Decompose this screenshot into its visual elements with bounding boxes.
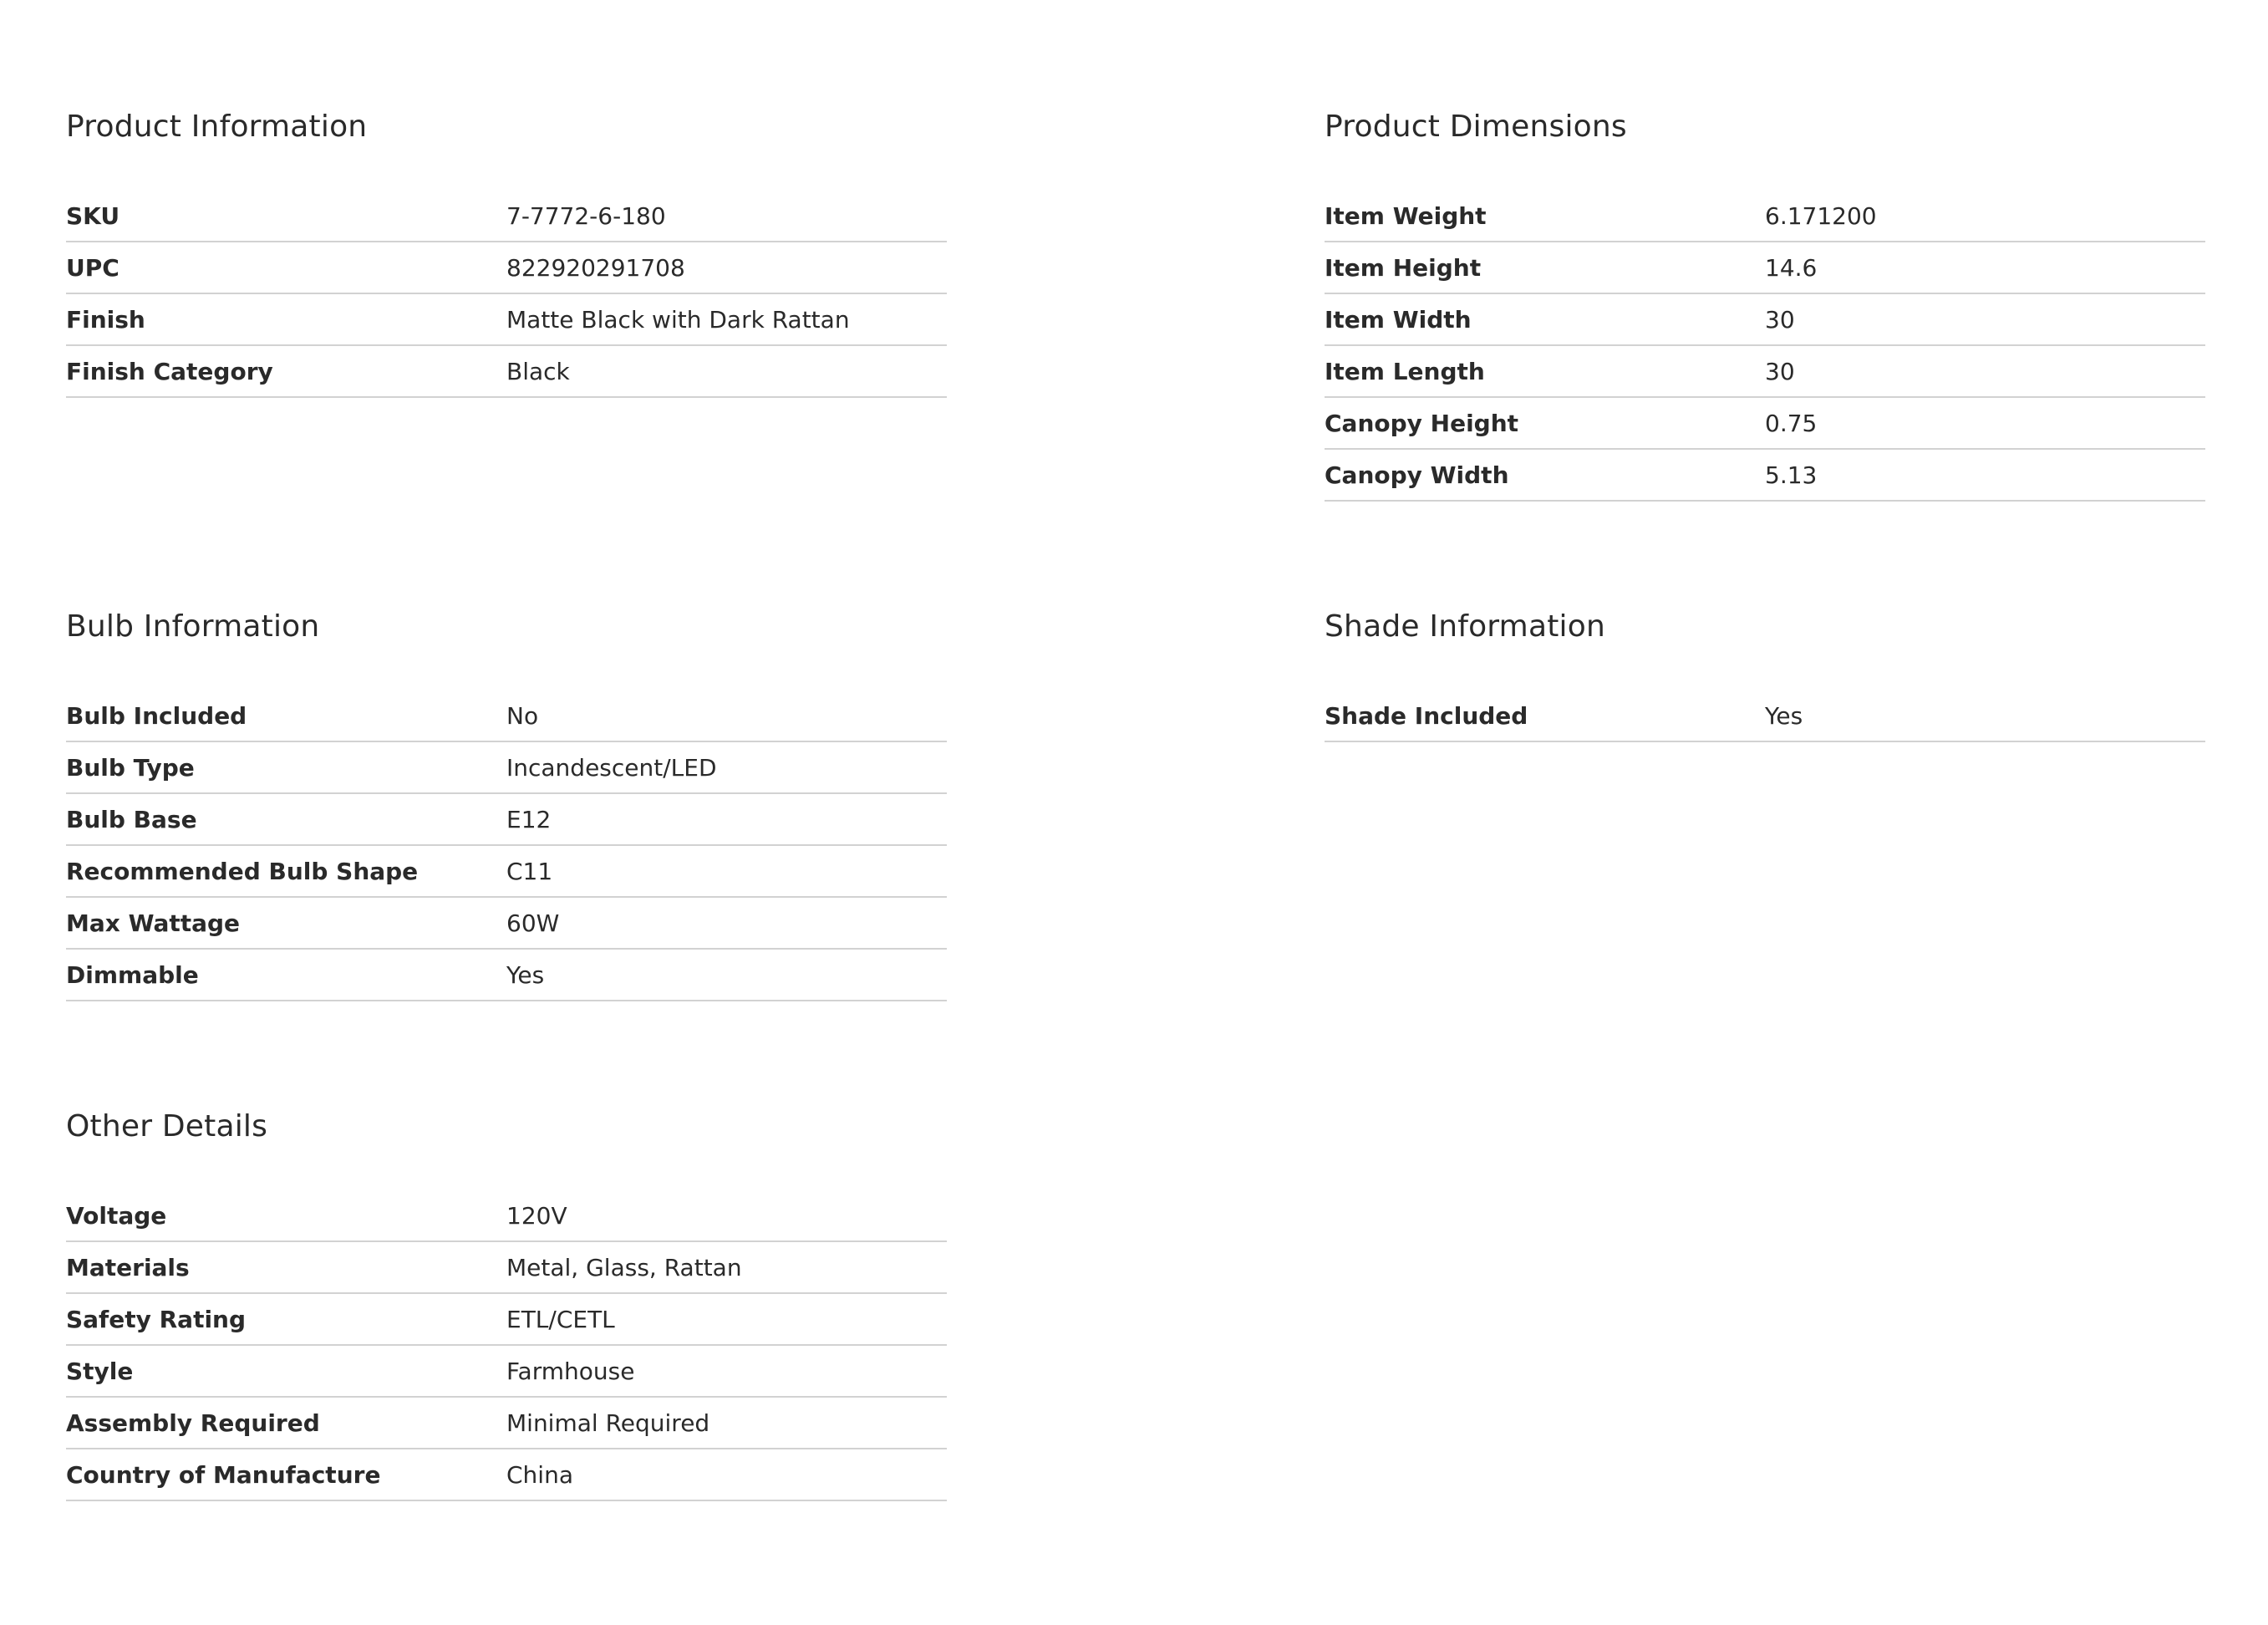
spec-row-finish-category <box>66 346 947 398</box>
spec-value: 60W <box>506 909 560 937</box>
spec-row-sku <box>66 191 947 242</box>
spec-label: Assembly Required <box>66 1409 320 1437</box>
spec-value: ETL/CETL <box>506 1305 615 1333</box>
spec-row-style <box>66 1346 947 1398</box>
other-details-section <box>66 1108 947 1501</box>
spec-row-canopy-height <box>1325 398 2205 450</box>
spec-row-safety-rating <box>66 1294 947 1346</box>
spec-value: 30 <box>1765 305 1795 334</box>
spec-value: 14.6 <box>1765 253 1818 282</box>
spec-table <box>1325 690 2205 742</box>
shade-information-section <box>1325 609 2205 742</box>
spec-label: Finish Category <box>66 357 273 385</box>
spec-label: Country of Manufacture <box>66 1460 381 1489</box>
spec-value: 120V <box>506 1201 567 1230</box>
spec-label: UPC <box>66 253 120 282</box>
spec-row-item-length <box>1325 346 2205 398</box>
bulb-information-section <box>66 609 947 1001</box>
product-dimensions-section <box>1325 109 2205 502</box>
spec-label: Materials <box>66 1253 190 1281</box>
spec-value: Incandescent/LED <box>506 753 717 782</box>
spec-row-bulb-base <box>66 794 947 846</box>
spec-row-shade-included <box>1325 690 2205 742</box>
spec-row-recommended-bulb-shape <box>66 846 947 898</box>
spec-value: C11 <box>506 857 553 885</box>
spec-row-item-height <box>1325 242 2205 294</box>
spec-value: Minimal Required <box>506 1409 710 1437</box>
spec-value: 0.75 <box>1765 409 1818 437</box>
spec-table <box>66 191 947 398</box>
spec-label: Shade Included <box>1325 701 1528 730</box>
spec-value: 822920291708 <box>506 253 685 282</box>
product-information-section <box>66 109 947 398</box>
spec-label: Item Length <box>1325 357 1485 385</box>
spec-value: Matte Black with Dark Rattan <box>506 305 850 334</box>
spec-label: Finish <box>66 305 145 334</box>
section-title: Other Details <box>66 1109 268 1144</box>
spec-label: Max Wattage <box>66 909 241 937</box>
spec-table <box>66 1190 947 1501</box>
spec-label: Canopy Height <box>1325 409 1519 437</box>
spec-table <box>1325 191 2205 502</box>
spec-row-canopy-width <box>1325 450 2205 502</box>
spec-row-max-wattage <box>66 898 947 950</box>
spec-label: Style <box>66 1357 134 1385</box>
spec-row-country-of-manufacture <box>66 1449 947 1501</box>
spec-value: China <box>506 1460 573 1489</box>
spec-value: Metal, Glass, Rattan <box>506 1253 742 1281</box>
spec-value: Farmhouse <box>506 1357 635 1385</box>
section-title: Product Information <box>66 110 368 144</box>
spec-label: Canopy Width <box>1325 461 1509 489</box>
spec-row-assembly-required <box>66 1398 947 1449</box>
spec-label: Item Width <box>1325 305 1472 334</box>
spec-row-dimmable <box>66 950 947 1001</box>
spec-label: Item Weight <box>1325 201 1487 230</box>
spec-value: Yes <box>506 960 545 989</box>
spec-row-bulb-type <box>66 742 947 794</box>
spec-label: Voltage <box>66 1201 167 1230</box>
spec-row-finish <box>66 294 947 346</box>
spec-label: Bulb Base <box>66 805 197 833</box>
spec-value: 6.171200 <box>1765 201 1877 230</box>
spec-row-upc <box>66 242 947 294</box>
spec-value: 7-7772-6-180 <box>506 201 666 230</box>
spec-row-voltage <box>66 1190 947 1242</box>
spec-label: Bulb Type <box>66 753 195 782</box>
spec-label: Recommended Bulb Shape <box>66 857 419 885</box>
spec-label: Bulb Included <box>66 701 247 730</box>
section-title: Bulb Information <box>66 609 320 644</box>
spec-value: E12 <box>506 805 552 833</box>
spec-label: Dimmable <box>66 960 199 989</box>
spec-row-item-width <box>1325 294 2205 346</box>
spec-value: Black <box>506 357 570 385</box>
spec-row-materials <box>66 1242 947 1294</box>
spec-value: Yes <box>1765 701 1803 730</box>
spec-value: No <box>506 701 539 730</box>
spec-label: Item Height <box>1325 253 1482 282</box>
spec-table <box>66 690 947 1001</box>
spec-row-item-weight <box>1325 191 2205 242</box>
spec-row-bulb-included <box>66 690 947 742</box>
spec-label: Safety Rating <box>66 1305 247 1333</box>
section-title: Shade Information <box>1325 609 1605 644</box>
spec-label: SKU <box>66 201 120 230</box>
section-title: Product Dimensions <box>1325 110 1627 144</box>
spec-value: 30 <box>1765 357 1795 385</box>
spec-value: 5.13 <box>1765 461 1818 489</box>
